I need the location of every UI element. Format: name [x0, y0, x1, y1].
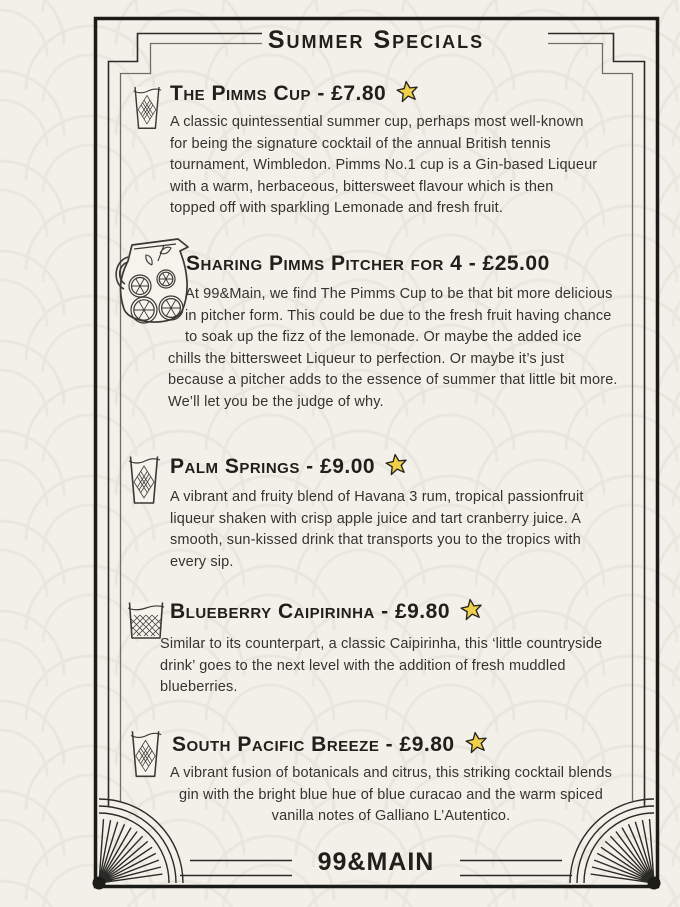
- pitcher-text-wrap-spacer: [168, 284, 185, 328]
- item-name-price: South Pacific Breeze - £9.80: [172, 733, 455, 756]
- item-description: A vibrant and fruity blend of Havana 3 rum, tropical passionfruit liqueur shaken with crisp apple juice and tart cranberry juice. A smooth, sun-kissed drink that transports you to the tropics with every sip.: [170, 489, 584, 570]
- item-heading: [170, 452, 408, 482]
- star-icon: [460, 598, 483, 621]
- highball-glass-icon: [127, 453, 161, 505]
- star-icon: [385, 453, 408, 476]
- star-icon: [396, 80, 419, 103]
- item-description: Similar to its counterpart, a classic Caipirinha, this ‘little countryside drink’ goes to the next level with the addition of fresh muddled blueberries.: [160, 636, 603, 695]
- brand-name: 99&MAIN: [317, 848, 435, 876]
- item-name-price: Blueberry Caipirinha - £9.80: [170, 600, 450, 623]
- item-heading: [170, 79, 419, 109]
- item-description: A vibrant fusion of botanicals and citrus, this striking cocktail blends gin with the bright blue hue of blue curacao and the warm spiced vanilla notes of Galliano L’Autentico.: [170, 765, 612, 824]
- item-description: A classic quintessential summer cup, perhaps most well-known for being the signature cocktail of the annual British tennis tournament, Wimbledon. Pimms No.1 cup is a Gin-based Liqueur with a warm, herbaceous, bittersweet flavour which is then topped off with sparkling Lemonade and fresh fruit.: [170, 114, 598, 216]
- page-title: Summer Specials: [267, 26, 485, 54]
- highball-glass-icon: [131, 84, 163, 130]
- item-heading: [170, 597, 483, 627]
- item-heading: [186, 249, 550, 279]
- highball-glass-icon: [129, 727, 162, 779]
- item-description: At 99&Main, we find The Pimms Cup to be that bit more delicious in pitcher form. This could be due to the fresh fruit having chance to soak up the fizz of the lemonade. Or maybe the added ice chills the bittersweet Liqueur to perfection. Or maybe it’s just because a pitcher adds to the essence of summer that little bit more. We’ll let you be the judge of why.: [168, 286, 618, 410]
- item-name-price: Sharing Pimms Pitcher for 4 - £25.00: [186, 252, 550, 275]
- item-name-price: Palm Springs - £9.00: [170, 455, 376, 478]
- item-name-price: The Pimms Cup - £7.80: [170, 82, 387, 105]
- item-heading: [172, 730, 488, 760]
- star-icon: [465, 731, 488, 754]
